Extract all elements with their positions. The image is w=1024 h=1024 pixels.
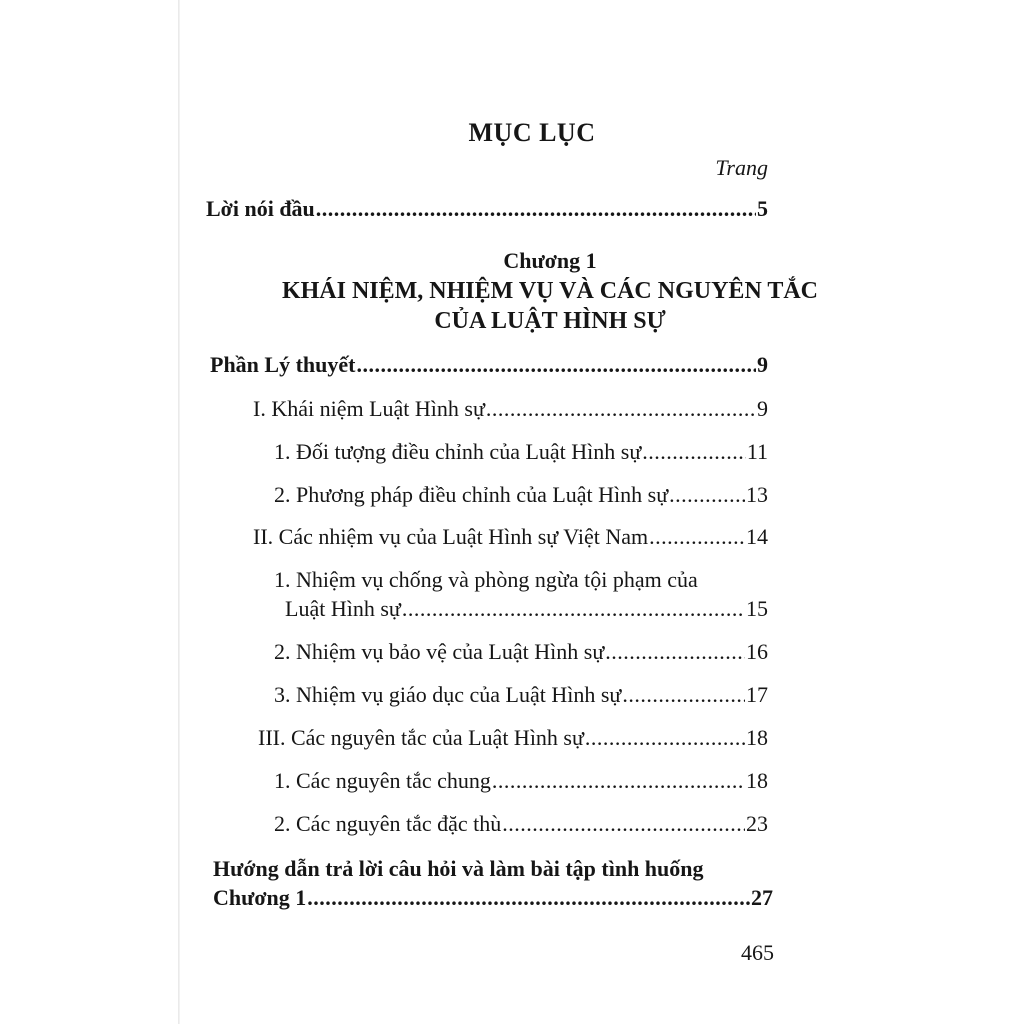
- toc-entry-page: 27: [751, 885, 773, 910]
- toc-entry-page: 5: [757, 196, 768, 221]
- toc-entry-3-2: [274, 811, 768, 837]
- toc-entry-label: 1. Đối tượng điều chỉnh của Luật Hình sự: [274, 439, 642, 464]
- toc-entry-page: 9: [757, 396, 768, 421]
- toc-entry-guide-line1: Hướng dẫn trả lời câu hỏi và làm bài tập tình huống: [213, 856, 704, 881]
- toc-entry-label: I. Khái niệm Luật Hình sự: [253, 396, 485, 421]
- page-edge-shadow: [178, 0, 180, 1024]
- leader-dots: [502, 811, 745, 837]
- toc-entry-label: Lời nói đầu: [206, 196, 315, 221]
- leader-dots: [356, 352, 756, 378]
- page-column-label: Trang: [715, 155, 768, 180]
- toc-entry-page: 11: [746, 439, 768, 464]
- toc-entry-2-2: [274, 639, 768, 665]
- toc-entry-label: 2. Nhiệm vụ bảo vệ của Luật Hình sự: [274, 639, 605, 664]
- toc-entry-label: 1. Các nguyên tắc chung: [274, 768, 491, 793]
- toc-entry-section-2: [253, 524, 768, 550]
- toc-entry-label: 2. Các nguyên tắc đặc thù: [274, 811, 502, 836]
- leader-dots: [622, 682, 745, 708]
- toc-entry-page: 9: [757, 352, 768, 377]
- toc-entry-label: 3. Nhiệm vụ giáo dục của Luật Hình sự: [274, 682, 622, 707]
- leader-dots: [316, 196, 756, 222]
- toc-entry-label: III. Các nguyên tắc của Luật Hình sự: [258, 725, 584, 750]
- toc-entry-page: 17: [746, 682, 768, 707]
- toc-entry-3-1: [274, 768, 768, 794]
- toc-entry-page: 13: [746, 482, 768, 507]
- toc-entry-page: 23: [746, 811, 768, 836]
- leader-dots: [585, 725, 745, 751]
- leader-dots: [642, 439, 746, 465]
- toc-entry-page: 14: [746, 524, 768, 549]
- toc-entry-section-3: [258, 725, 768, 751]
- toc-entry-2-1-line1: 1. Nhiệm vụ chống và phòng ngừa tội phạm của: [274, 567, 698, 592]
- chapter-title-line1: KHÁI NIỆM, NHIỆM VỤ VÀ CÁC NGUYÊN TẮC: [281, 278, 819, 304]
- toc-entry-label: 2. Phương pháp điều chỉnh của Luật Hình sự: [274, 482, 669, 507]
- chapter-number: Chương 1: [503, 248, 597, 273]
- leader-dots: [649, 524, 745, 550]
- leader-dots: [492, 768, 745, 794]
- leader-dots: [307, 885, 750, 911]
- page-number: 465: [741, 940, 774, 965]
- toc-entry-label: II. Các nhiệm vụ của Luật Hình sự Việt Nam: [253, 524, 649, 549]
- toc-entry-label: Luật Hình sự: [285, 596, 401, 621]
- toc-entry-2-1: [285, 596, 768, 622]
- toc-entry-page: 16: [746, 639, 768, 664]
- toc-entry-label: Phần Lý thuyết: [210, 352, 356, 377]
- toc-entry-2-3: [274, 682, 768, 708]
- toc-entry-page: 18: [746, 768, 768, 793]
- toc-entry-label: Chương 1: [213, 885, 307, 910]
- toc-entry-preface: [206, 196, 768, 222]
- toc-entry-section-1: [253, 396, 768, 422]
- toc-title: MỤC LỤC: [468, 118, 596, 147]
- toc-entry-guide: [213, 885, 773, 911]
- leader-dots: [669, 482, 745, 508]
- toc-entry-1-1: [274, 439, 768, 465]
- leader-dots: [605, 639, 745, 665]
- toc-entry-page: 18: [746, 725, 768, 750]
- toc-entry-page: 15: [746, 596, 768, 621]
- toc-entry-theory: [210, 352, 768, 378]
- leader-dots: [486, 396, 756, 422]
- toc-entry-1-2: [274, 482, 768, 508]
- chapter-title-line2: CỦA LUẬT HÌNH SỰ: [434, 308, 666, 334]
- leader-dots: [402, 596, 745, 622]
